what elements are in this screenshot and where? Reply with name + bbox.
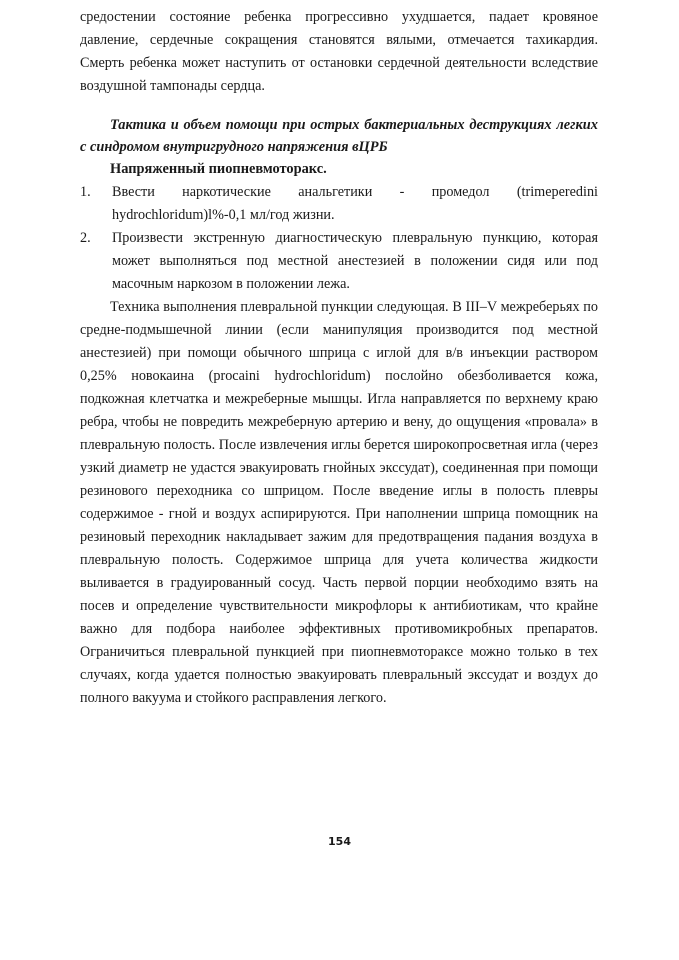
page-number: 154 xyxy=(328,835,351,848)
page-body xyxy=(80,6,598,710)
intro-paragraph: средостении состояние ребенка прогрессивно ухудшается, падает кровяное давление, сердечные сокращения становятся вялыми, отмечается тахикардия. Смерть ребенка может наступить от остановки сердечной деятельности вследствие воздушной тампонады сердца. xyxy=(80,9,598,94)
list-item-number: 2. xyxy=(80,230,91,246)
list-item-text: Ввести наркотические анальгетики - промедол (trimeperedini hydrochloridum)l%-0,1 мл/год жизни. xyxy=(112,184,598,223)
list-item-number: 1. xyxy=(80,184,91,200)
list-item xyxy=(80,181,598,227)
instruction-list xyxy=(80,181,598,296)
subheading: Напряженный пиопневмоторакс. xyxy=(110,161,327,177)
list-item xyxy=(80,227,598,296)
section-heading: Тактика и объем помощи при острых бактериальных деструкциях легких с синдромом внутригрудного напряжения вЦРБ xyxy=(80,117,598,155)
list-item-text: Произвести экстренную диагностическую плевральную пункцию, которая может выполняться под местной анестезией в положении сидя или под масочным наркозом в положении лежа. xyxy=(112,230,598,292)
technique-paragraph: Техника выполнения плевральной пункции следующая. В III–V межреберьях по средне-подмышечной линии (если манипуляция производится под местной анестезией) при помощи обычного шприца с иглой для в/в инъекции раствором 0,25% новокаина (procaini hydrochloridum) послойно обезболивается кожа, подкожная клетчатка и межреберные мышцы. Игла направляется по верхнему краю ребра, чтобы не повредить межреберную артерию и вену, до ощущения «провала» в плевральную полость. После извлечения иглы берется широкопросветная игла (через узкий диаметр не удастся эвакуировать гнойных экссудат), соединенная при помощи резинового переходника со шприцом. После введение иглы в полость плевры содержимое - гной и воздух аспирируются. При наполнении шприца помощник на резиновый переходник накладывает зажим для предотвращения падания воздуха в плевральную полость. Содержимое шприца для учета количества жидкости выливается в градуированный сосуд. Часть первой порции необходимо взять на посев и определение чувствительности микрофлоры к антибиотикам, что крайне важно для подбора наиболее эффективных противомикробных препаратов. Ограничиться плевральной пункцией при пиопневмотораксе можно только в тех случаях, когда удается полностью эвакуировать плевральный экссудат и воздух до полного вакуума и стойкого расправления легкого. xyxy=(80,299,598,706)
